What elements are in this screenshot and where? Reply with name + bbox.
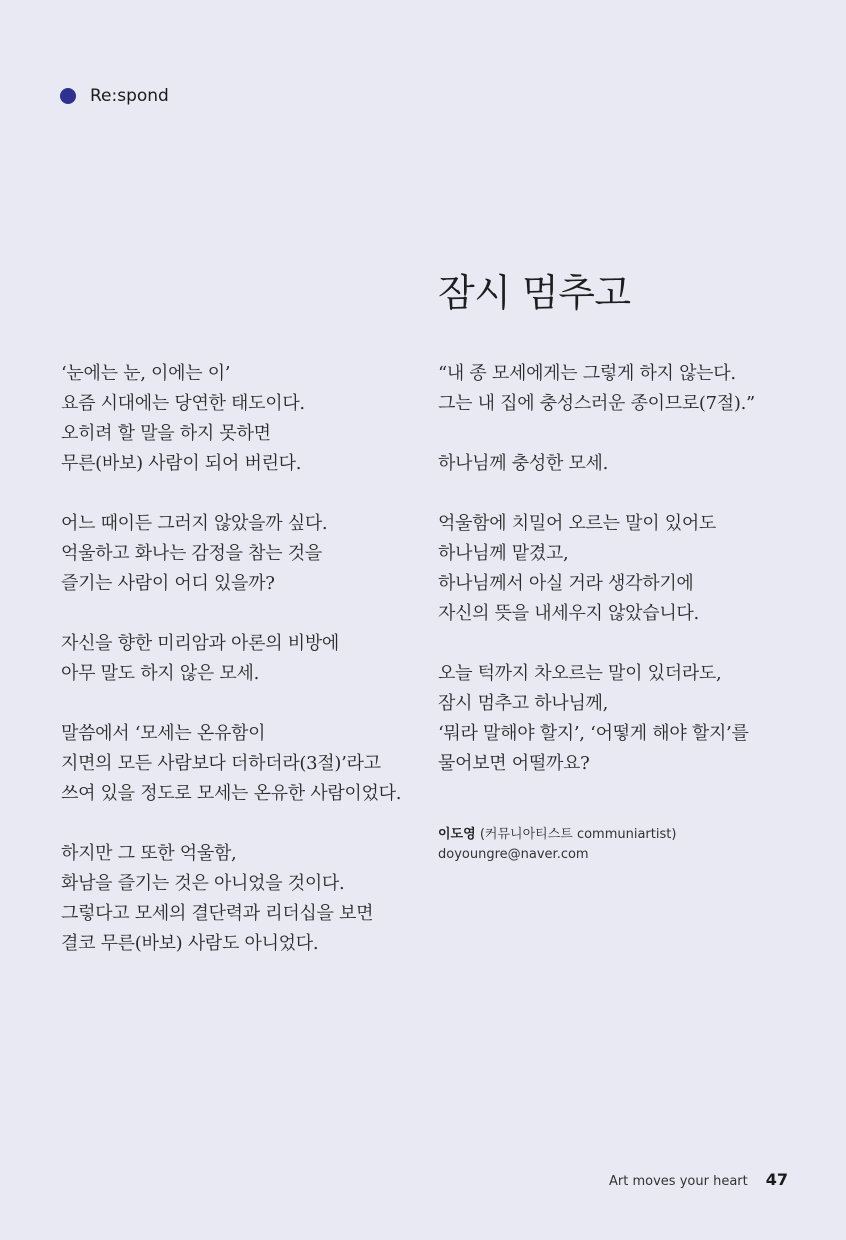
poem-line: 지면의 모든 사람보다 더하더라(3절)’라고 [61, 753, 381, 774]
poem-line: ‘뭐라 말해야 할지’, ‘어떻게 해야 할지’를 [438, 723, 749, 744]
stanza [61, 719, 421, 809]
poem-line: 하나님께서 아실 거라 생각하기에 [438, 573, 694, 594]
poem-line: 자신의 뜻을 내세우지 않았습니다. [438, 603, 699, 624]
poem-line: 요즘 시대에는 당연한 태도이다. [61, 393, 305, 414]
poem-line: 화남을 즐기는 것은 아니었을 것이다. [61, 873, 345, 894]
stanza [61, 629, 421, 689]
poem-line: 오늘 턱까지 차오르는 말이 있더라도, [438, 663, 722, 684]
poem-line: 쓰여 있을 정도로 모세는 온유한 사람이었다. [61, 783, 402, 804]
author-email: doyoungre@naver.com [438, 847, 589, 862]
poem-line: 그는 내 집에 충성스러운 종이므로(7절).” [438, 393, 755, 414]
section-label: Re:spond [90, 86, 169, 106]
page-number: 47 [765, 1170, 788, 1189]
poem-line: 억울하고 화나는 감정을 참는 것을 [61, 543, 322, 564]
poem-line: 물어보면 어떨까요? [438, 753, 590, 774]
author-line [438, 825, 676, 845]
footer [609, 1170, 788, 1189]
section-dot-icon [60, 88, 76, 104]
poem-line: 즐기는 사람이 어디 있을까? [61, 573, 275, 594]
left-column [61, 359, 421, 989]
article-title: 잠시 멈추고 [438, 271, 631, 315]
poem-line: 결코 무른(바보) 사람도 아니었다. [61, 933, 319, 954]
author-block [438, 825, 676, 865]
stanza [438, 449, 818, 479]
poem-line: 억울함에 치밀어 오르는 말이 있어도 [438, 513, 717, 534]
poem-line: 무른(바보) 사람이 되어 버린다. [61, 453, 302, 474]
stanza [61, 839, 421, 959]
poem-line: 아무 말도 하지 않은 모세. [61, 663, 259, 684]
poem-line: 하나님께 맡겼고, [438, 543, 569, 564]
stanza [61, 509, 421, 599]
section-tag [60, 86, 169, 106]
poem-line: 그렇다고 모세의 결단력과 리더십을 보면 [61, 903, 374, 924]
stanza [61, 359, 421, 479]
poem-line: 어느 때이든 그러지 않았을까 싶다. [61, 513, 328, 534]
poem-line: 하지만 그 또한 억울함, [61, 843, 237, 864]
poem-line: 잠시 멈추고 하나님께, [438, 693, 609, 714]
poem-line: “내 종 모세에게는 그렇게 하지 않는다. [438, 363, 736, 384]
poem-line: ‘눈에는 눈, 이에는 이’ [61, 363, 231, 384]
author-affiliation: (커뮤니아티스트 communiartist) [479, 827, 677, 842]
stanza [438, 509, 818, 629]
poem-line: 말씀에서 ‘모세는 온유함이 [61, 723, 266, 744]
right-column [438, 359, 818, 809]
footer-tagline: Art moves your heart [609, 1174, 748, 1189]
author-name: 이도영 [438, 827, 476, 842]
stanza [438, 359, 818, 419]
poem-line: 오히려 할 말을 하지 못하면 [61, 423, 271, 444]
poem-line: 하나님께 충성한 모세. [438, 453, 609, 474]
stanza [438, 659, 818, 779]
poem-line: 자신을 향한 미리암과 아론의 비방에 [61, 633, 340, 654]
